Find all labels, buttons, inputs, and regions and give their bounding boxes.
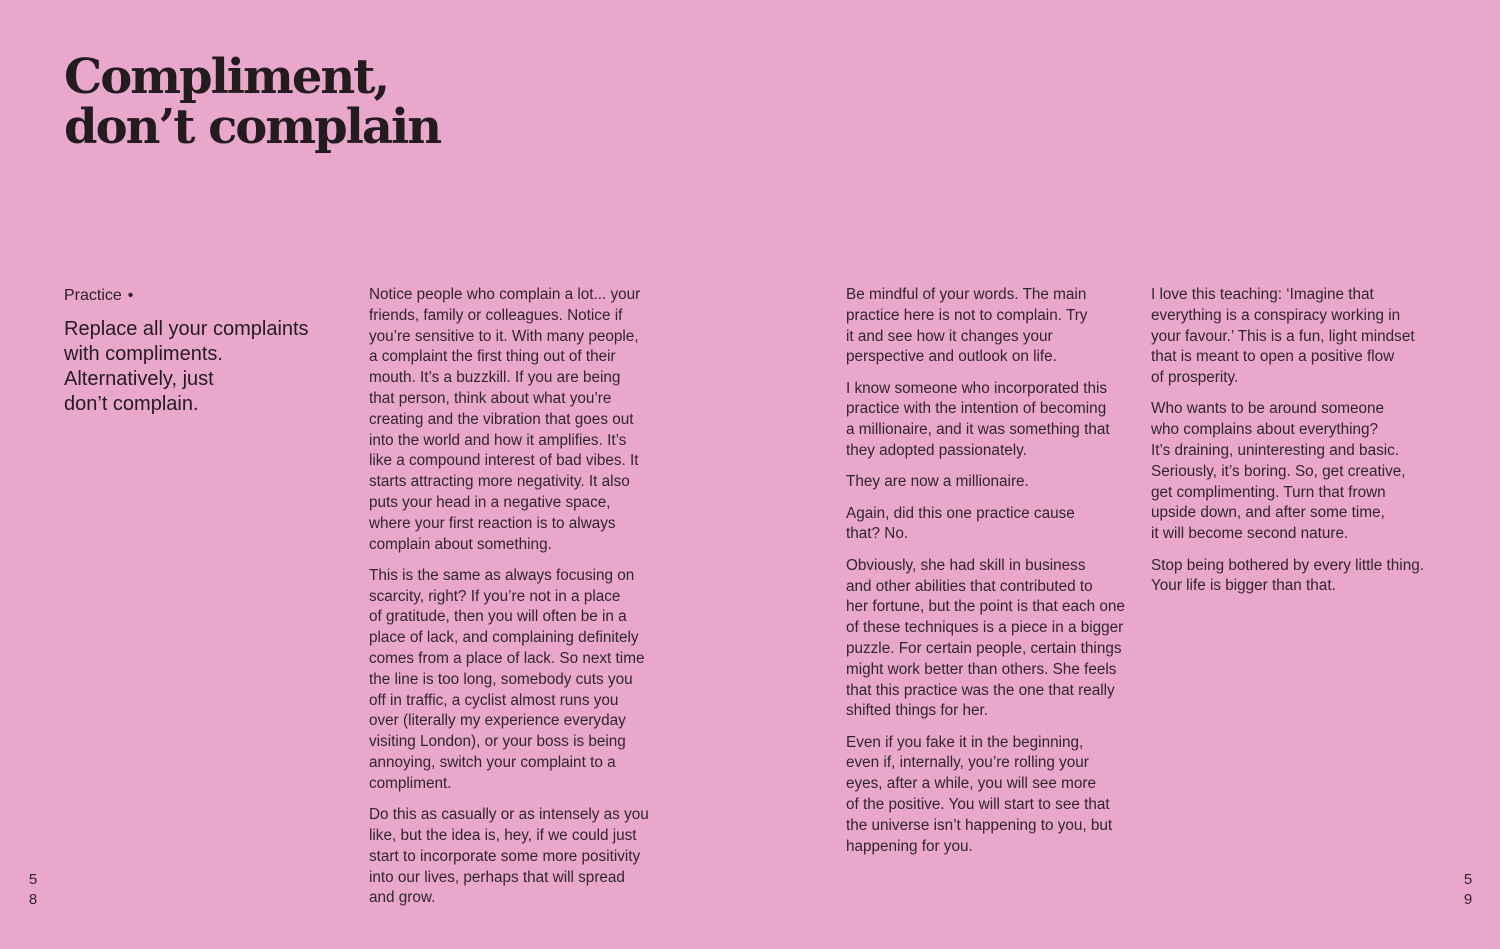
body-column-1 — [369, 285, 669, 920]
text-line: Again, did this one practice cause — [846, 504, 1075, 522]
text-line: Do this as casually or as intensely as you — [369, 806, 649, 824]
title-line-2: don’t complain — [64, 99, 441, 155]
body-paragraph — [1151, 285, 1451, 389]
text-line: complain about something. — [369, 535, 552, 553]
practice-label — [64, 285, 133, 307]
practice-label-text: Practice — [64, 287, 122, 304]
body-paragraph — [846, 379, 1146, 462]
text-line: you’re sensitive to it. With many people, — [369, 327, 639, 345]
text-line: who complains about everything? — [1151, 421, 1379, 439]
text-line: creating and the vibration that goes out — [369, 410, 634, 428]
body-paragraph — [369, 805, 669, 909]
body-paragraph — [846, 504, 1146, 546]
body-paragraph — [369, 285, 669, 555]
text-line: into our lives, perhaps that will spread — [369, 868, 625, 886]
text-line: might work better than others. She feels — [846, 660, 1117, 678]
text-line: that this practice was the one that really — [846, 681, 1115, 699]
text-line: her fortune, but the point is that each one — [846, 598, 1125, 616]
practice-statement — [64, 317, 344, 417]
text-line: shifted things for her. — [846, 702, 989, 720]
text-line: it will become second nature. — [1151, 525, 1349, 543]
text-line: eyes, after a while, you will see more — [846, 775, 1096, 793]
text-line: a millionaire, and it was something that — [846, 421, 1110, 439]
text-line: practice with the intention of becoming — [846, 400, 1107, 418]
practice-line: Replace all your complaints — [64, 318, 309, 340]
text-line: Stop being bothered by every little thing. — [1151, 556, 1424, 574]
text-line: Who wants to be around someone — [1151, 400, 1384, 418]
text-line: everything is a conspiracy working in — [1151, 306, 1401, 324]
page-number-digit: 9 — [1463, 891, 1473, 908]
text-line: like a compound interest of bad vibes. It — [369, 452, 639, 470]
text-line: of prosperity. — [1151, 369, 1239, 387]
text-line: place of lack, and complaining definitely — [369, 629, 639, 647]
body-paragraph — [846, 556, 1146, 722]
practice-line: Alternatively, just — [64, 368, 214, 390]
text-line: Your life is bigger than that. — [1151, 577, 1336, 595]
body-paragraph — [1151, 399, 1451, 545]
text-line: that is meant to open a positive flow — [1151, 348, 1395, 366]
body-column-2 — [846, 285, 1146, 868]
text-line: They are now a millionaire. — [846, 473, 1029, 491]
text-line: annoying, switch your complaint to a — [369, 754, 616, 772]
text-line: practice here is not to complain. Try — [846, 306, 1088, 324]
text-line: a complaint the first thing out of their — [369, 348, 616, 366]
text-line: and grow. — [369, 889, 436, 907]
practice-line: don’t complain. — [64, 393, 199, 415]
text-line: Obviously, she had skill in business — [846, 556, 1086, 574]
page-title — [64, 49, 441, 155]
body-paragraph — [846, 285, 1146, 368]
text-line: Even if you fake it in the beginning, — [846, 733, 1084, 751]
bullet-icon: • — [127, 287, 134, 304]
text-line: Be mindful of your words. The main — [846, 286, 1087, 303]
text-line: Notice people who complain a lot... your — [369, 286, 641, 303]
text-line: comes from a place of lack. So next time — [369, 650, 645, 668]
text-line: it and see how it changes your — [846, 327, 1053, 345]
body-paragraph — [369, 566, 669, 795]
practice-line: with compliments. — [64, 343, 223, 365]
text-line: the line is too long, somebody cuts you — [369, 670, 633, 688]
text-line: I love this teaching: ‘Imagine that — [1151, 286, 1374, 303]
text-line: and other abilities that contributed to — [846, 577, 1093, 595]
page-number-right — [1462, 870, 1474, 910]
text-line: upside down, and after some time, — [1151, 504, 1385, 522]
text-line: compliment. — [369, 774, 452, 792]
text-line: perspective and outlook on life. — [846, 348, 1057, 366]
text-line: scarcity, right? If you’re not in a place — [369, 587, 621, 605]
text-line: your favour.’ This is a fun, light mindset — [1151, 327, 1415, 345]
text-line: I know someone who incorporated this — [846, 379, 1108, 397]
text-line: This is the same as always focusing on — [369, 566, 635, 584]
text-line: of the positive. You will start to see that — [846, 796, 1110, 814]
text-line: puts your head in a negative space, — [369, 493, 611, 511]
page-number-digit: 5 — [1463, 871, 1473, 888]
text-line: off in traffic, a cyclist almost runs you — [369, 691, 619, 709]
text-line: happening for you. — [846, 837, 973, 855]
text-line: friends, family or colleagues. Notice if — [369, 306, 623, 324]
text-line: that? No. — [846, 525, 909, 543]
text-line: starts attracting more negativity. It also — [369, 473, 630, 491]
text-line: that person, think about what you’re — [369, 389, 612, 407]
text-line: Seriously, it’s boring. So, get creative, — [1151, 462, 1406, 480]
text-line: like, but the idea is, hey, if we could just — [369, 826, 637, 844]
text-line: visiting London), or your boss is being — [369, 733, 626, 751]
page-number-digit: 8 — [28, 891, 38, 908]
text-line: over (literally my experience everyday — [369, 712, 626, 730]
text-line: they adopted passionately. — [846, 442, 1027, 460]
text-line: of gratitude, then you will often be in a — [369, 608, 627, 626]
body-paragraph — [1151, 556, 1451, 598]
text-line: the universe isn’t happening to you, but — [846, 816, 1113, 834]
text-line: puzzle. For certain people, certain things — [846, 639, 1122, 657]
text-line: of these techniques is a piece in a bigger — [846, 619, 1124, 637]
text-line: even if, internally, you’re rolling your — [846, 754, 1089, 772]
text-line: mouth. It’s a buzzkill. If you are being — [369, 369, 621, 387]
text-line: into the world and how it amplifies. It’s — [369, 431, 627, 449]
body-column-3 — [1151, 285, 1451, 608]
body-paragraph — [846, 733, 1146, 858]
body-paragraph — [846, 472, 1146, 493]
text-line: where your first reaction is to always — [369, 514, 616, 532]
title-line-1: Compliment, — [64, 49, 389, 105]
text-line: start to incorporate some more positivity — [369, 847, 641, 865]
text-line: It’s draining, uninteresting and basic. — [1151, 442, 1400, 460]
page-number-left — [27, 870, 39, 910]
page-number-digit: 5 — [28, 871, 38, 888]
text-line: get complimenting. Turn that frown — [1151, 483, 1386, 501]
